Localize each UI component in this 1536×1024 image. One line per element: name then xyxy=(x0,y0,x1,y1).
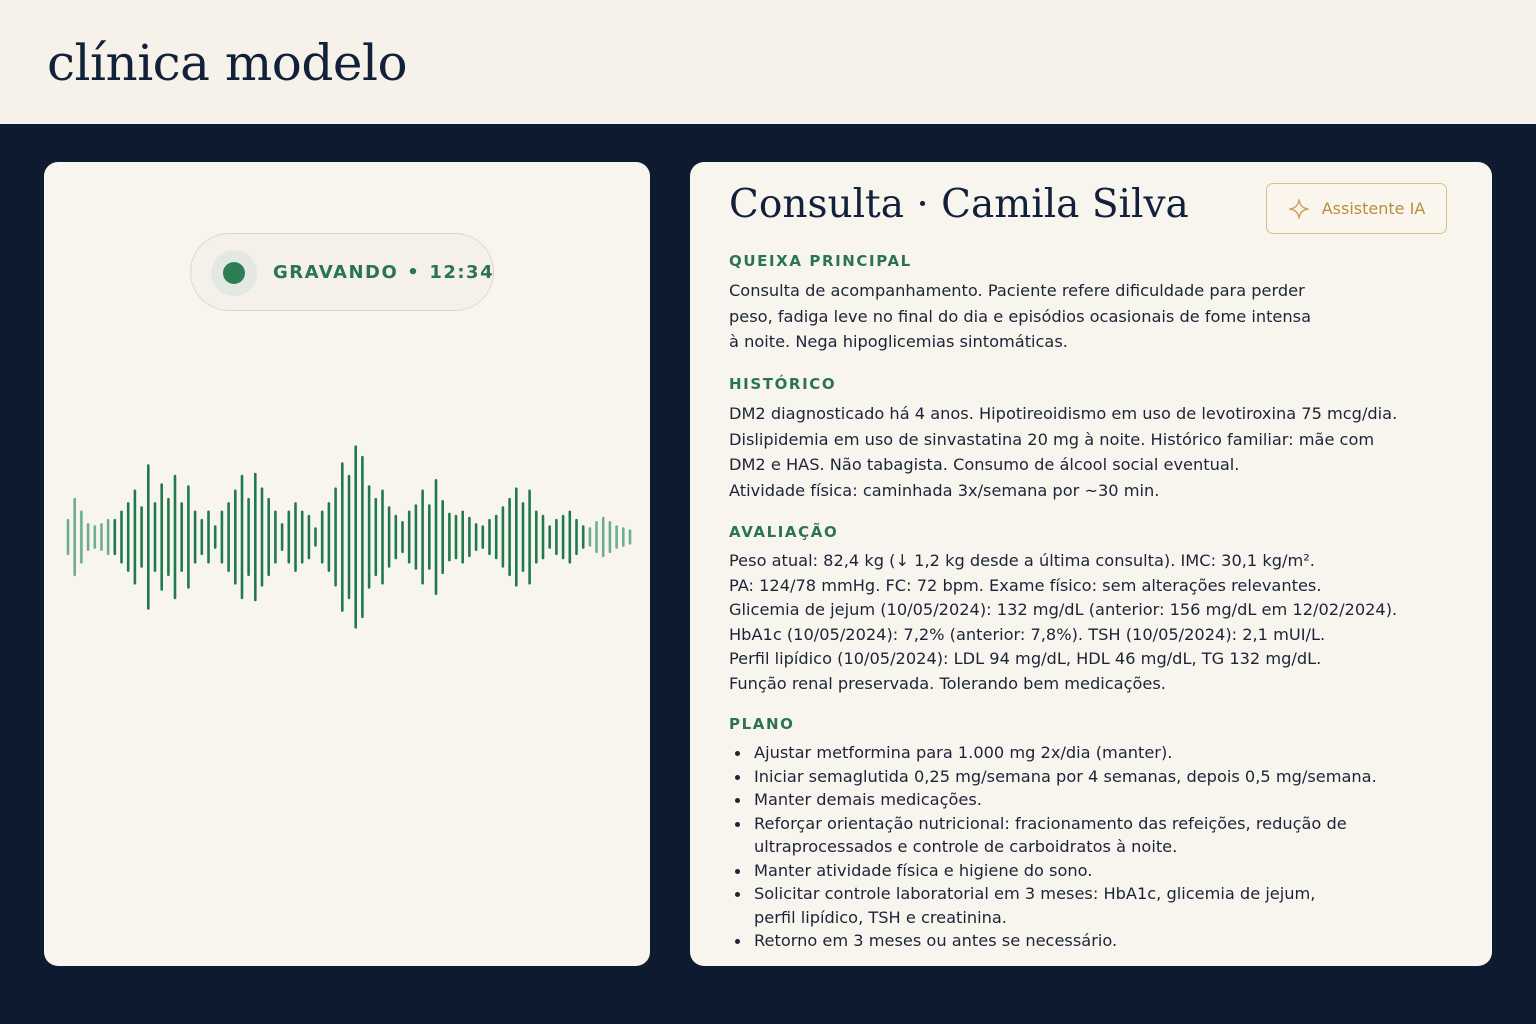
plan-item-line: Retorno em 3 meses ou antes se necessário. xyxy=(754,931,1118,950)
plan-item-line: Ajustar metformina para 1.000 mg 2x/dia (manter). xyxy=(754,743,1173,762)
recording-timer: 12:34 xyxy=(429,262,495,283)
ai-assistant-label: Assistente IA xyxy=(1321,199,1426,218)
top-bar xyxy=(0,0,1536,124)
plan-item-line: Solicitar controle laboratorial em 3 meses: HbA1c, glicemia de jejum, xyxy=(754,884,1316,903)
section-avaliacao xyxy=(729,523,1459,697)
section-heading: QUEIXA PRINCIPAL xyxy=(729,252,912,270)
section-text-line: à noite. Nega hipoglicemias sintomáticas. xyxy=(729,332,1068,351)
recording-label xyxy=(273,262,494,283)
consultation-title: Consulta · Camila Silva xyxy=(729,182,1189,227)
section-text-line: DM2 diagnosticado há 4 anos. Hipotireoidismo em uso de levotiroxina 75 mcg/dia. xyxy=(729,404,1398,423)
section-text-line: peso, fadiga leve no final do dia e episódios ocasionais de fome intensa xyxy=(729,306,1311,326)
section-queixa-principal xyxy=(729,252,1459,355)
plan-item xyxy=(729,882,1459,929)
section-text-line: Função renal preservada. Tolerando bem medicações. xyxy=(729,673,1166,693)
section-text-line: Atividade física: caminhada 3x/semana por ~30 min. xyxy=(729,480,1160,500)
section-heading: PLANO xyxy=(729,715,795,733)
ai-assistant-button[interactable] xyxy=(1266,183,1447,234)
section-heading: AVALIAÇÃO xyxy=(729,523,839,541)
record-dot-ring xyxy=(211,250,257,296)
section-text-line: Dislipidemia em uso de sinvastatina 20 mg à noite. Histórico familiar: mãe com xyxy=(729,429,1375,449)
section-text-line: Glicemia de jejum (10/05/2024): 132 mg/dL (anterior: 156 mg/dL em 12/02/2024). xyxy=(729,600,1398,620)
plan-item xyxy=(729,765,1459,789)
section-text-line: Perfil lipídico (10/05/2024): LDL 94 mg/dL, HDL 46 mg/dL, TG 132 mg/dL. xyxy=(729,649,1322,669)
audio-waveform xyxy=(44,392,650,682)
recording-status-text: GRAVANDO xyxy=(273,262,399,283)
record-dot-icon xyxy=(223,262,245,284)
plan-item xyxy=(729,741,1459,765)
plan-item-line: perfil lipídico, TSH e creatinina. xyxy=(754,907,1007,927)
brand-logo-text: clínica modelo xyxy=(47,34,408,92)
plan-list xyxy=(729,741,1459,953)
section-historico xyxy=(729,375,1459,503)
recording-status-pill[interactable] xyxy=(190,233,494,311)
plan-item-line: Reforçar orientação nutricional: fracionamento das refeições, redução de xyxy=(754,813,1347,833)
section-text-line: HbA1c (10/05/2024): 7,2% (anterior: 7,8%). TSH (10/05/2024): 2,1 mUI/L. xyxy=(729,624,1326,644)
plan-item xyxy=(729,859,1459,883)
section-text-line: PA: 124/78 mmHg. FC: 72 bpm. Exame físico: sem alterações relevantes. xyxy=(729,575,1322,595)
plan-item-line: ultraprocessados e controle de carboidratos à noite. xyxy=(754,837,1178,856)
section-plano xyxy=(729,715,1459,953)
consultation-panel xyxy=(690,162,1492,966)
plan-item-line: Manter atividade física e higiene do sono. xyxy=(754,860,1093,880)
recording-panel xyxy=(44,162,650,966)
plan-item-line: Iniciar semaglutida 0,25 mg/semana por 4 semanas, depois 0,5 mg/semana. xyxy=(754,766,1377,786)
sparkle-icon xyxy=(1288,198,1310,220)
plan-item xyxy=(729,929,1459,953)
section-text-line: DM2 e HAS. Não tabagista. Consumo de álcool social eventual. xyxy=(729,455,1240,474)
plan-item xyxy=(729,788,1459,812)
recording-separator: • xyxy=(407,262,421,283)
plan-item xyxy=(729,812,1459,859)
plan-item-line: Manter demais medicações. xyxy=(754,790,982,809)
section-text-line: Peso atual: 82,4 kg (↓ 1,2 kg desde a última consulta). IMC: 30,1 kg/m². xyxy=(729,551,1315,570)
section-text-line: Consulta de acompanhamento. Paciente refere dificuldade para perder xyxy=(729,281,1305,300)
section-heading: HISTÓRICO xyxy=(729,375,837,393)
